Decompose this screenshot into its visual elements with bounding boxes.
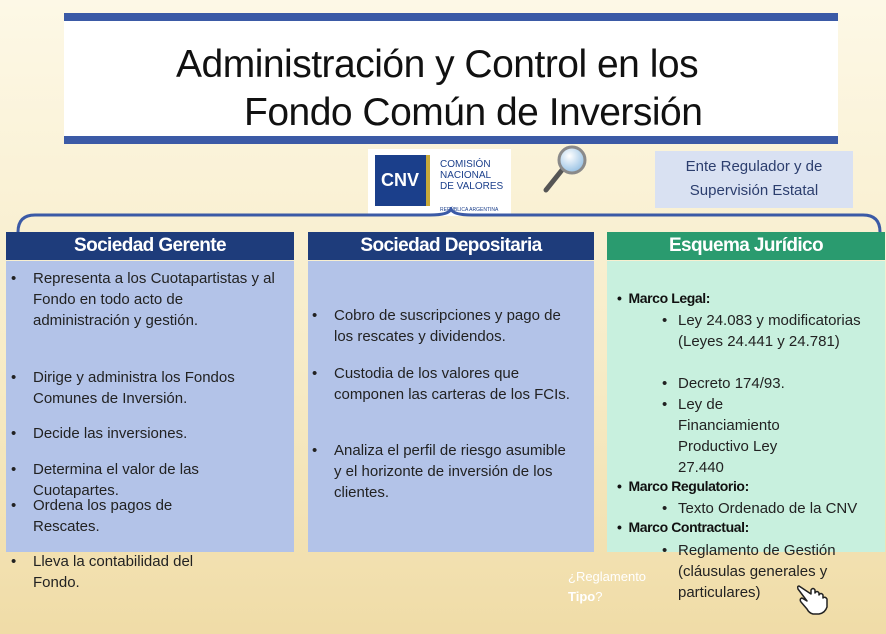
list-item: • Ley de Financiamiento Productivo Ley 27.440 <box>662 396 780 476</box>
cnv-name <box>440 159 510 192</box>
marco-regulatorio-label: • Marco Regulatorio: <box>617 478 749 494</box>
brace-connector <box>15 207 883 235</box>
header-sociedad-depositaria: Sociedad Depositaria <box>308 232 594 260</box>
list-item: • Ley 24.083 y modificatorias (Leyes 24.441 y 24.781) <box>662 312 861 350</box>
magnifier-icon <box>540 142 592 194</box>
marco-contractual-label: • Marco Contractual: <box>617 519 749 535</box>
reglamento-link-line1: ¿Reglamento <box>568 569 647 584</box>
list-item: • Texto Ordenado de la CNV <box>662 500 858 517</box>
cnv-name-line1: COMISIÓN <box>440 159 491 170</box>
cnv-name-line3: DE VALORES <box>440 181 504 192</box>
list-item: • Decide las inversiones. <box>11 425 188 442</box>
reglamento-link-bold: Tipo <box>568 589 596 604</box>
list-item: • Reglamento de Gestión (cláusulas generales y particulares) <box>662 542 836 601</box>
ente-line2: Supervisión Estatal <box>689 182 819 199</box>
title-box <box>64 13 838 144</box>
reglamento-tipo-link[interactable] <box>568 567 646 607</box>
cnv-logo-mark <box>375 155 430 206</box>
list-item: • Decreto 174/93. <box>662 375 785 392</box>
list-item: • Cobro de suscripciones y pago de los rescates y dividendos. <box>312 307 561 345</box>
list-item: • Determina el valor de las Cuotapartes. <box>11 461 199 499</box>
list-item: • Representa a los Cuotapartistas y al Fondo en todo acto de administración y gestión. <box>11 270 275 329</box>
cnv-logo <box>368 149 511 216</box>
marco-legal-label: • Marco Legal: <box>617 290 711 306</box>
page-title-line2: Fondo Común de Inversión <box>244 91 703 134</box>
reglamento-link-suffix: ? <box>595 589 603 604</box>
header-sociedad-gerente: Sociedad Gerente <box>6 232 294 260</box>
list-item: • Custodia de los valores que componen las carteras de los FCIs. <box>312 365 570 403</box>
list-item: • Ordena los pagos de Rescates. <box>11 497 173 535</box>
page-title-line1: Administración y Control en los <box>176 43 699 86</box>
list-item: • Dirige y administra los Fondos Comunes de Inversión. <box>11 369 235 407</box>
cnv-abbr: CNV <box>381 170 420 190</box>
list-item: • Analiza el perfil de riesgo asumible y el horizonte de inversión de los clientes. <box>312 442 566 501</box>
ente-line1: Ente Regulador y de <box>685 158 823 175</box>
header-esquema-juridico: Esquema Jurídico <box>607 232 885 260</box>
cnv-subtitle: REPÚBLICA ARGENTINA <box>440 207 499 213</box>
cnv-name-line2: NACIONAL <box>440 170 492 181</box>
list-item: • Lleva la contabilidad del Fondo. <box>11 553 194 591</box>
ente-regulador-box <box>655 151 853 208</box>
hand-pointer-icon[interactable] <box>795 580 835 616</box>
